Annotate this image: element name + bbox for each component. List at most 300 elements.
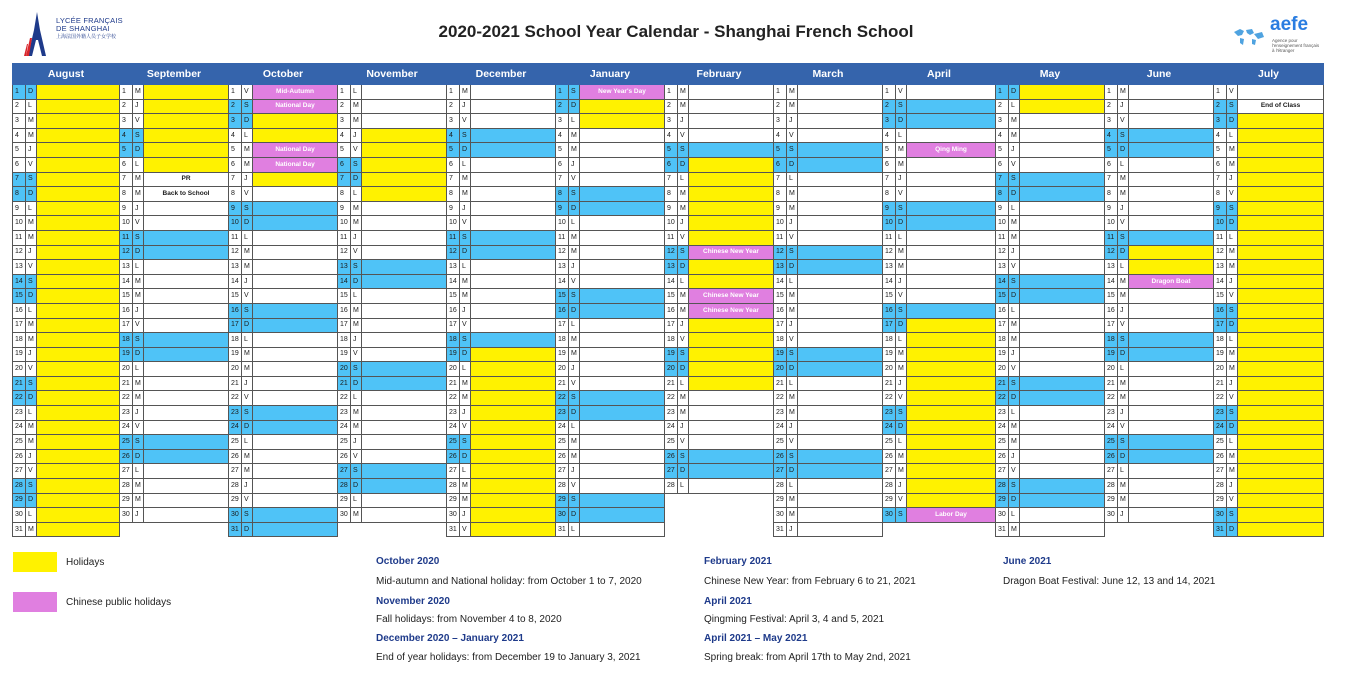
weekday-letter: J — [1009, 449, 1020, 464]
day-number: 4 — [996, 128, 1009, 143]
day-cell — [471, 522, 556, 537]
day-number: 23 — [665, 406, 678, 421]
day-number: 19 — [338, 347, 351, 362]
day-cell — [580, 99, 665, 114]
weekday-letter: M — [1118, 289, 1129, 304]
day-number: 1 — [447, 85, 460, 100]
weekday-letter: L — [678, 172, 689, 187]
weekday-letter: M — [26, 522, 37, 537]
day-number: 26 — [229, 449, 242, 464]
weekday-letter: D — [460, 245, 471, 260]
day-number: 5 — [1214, 143, 1227, 158]
weekday-letter: M — [787, 391, 798, 406]
weekday-letter: S — [1227, 303, 1238, 318]
weekday-letter: M — [787, 493, 798, 508]
weekday-letter: D — [351, 172, 362, 187]
weekday-letter: S — [1227, 99, 1238, 114]
day-number: 20 — [996, 362, 1009, 377]
day-number: 30 — [13, 508, 26, 523]
day-number: 22 — [665, 391, 678, 406]
day-cell — [144, 143, 229, 158]
day-cell — [689, 406, 774, 421]
day-cell — [1129, 230, 1214, 245]
empty-cell — [120, 522, 133, 537]
day-number: 22 — [229, 391, 242, 406]
weekday-letter: M — [787, 85, 798, 100]
day-number: 17 — [556, 318, 569, 333]
day-cell — [798, 201, 883, 216]
weekday-letter: D — [678, 260, 689, 275]
day-number: 7 — [229, 172, 242, 187]
day-cell — [907, 303, 996, 318]
note-april-heading: April 2021 — [704, 596, 752, 607]
weekday-letter: D — [133, 449, 144, 464]
weekday-letter: M — [1118, 479, 1129, 494]
weekday-letter: M — [678, 99, 689, 114]
day-number: 13 — [229, 260, 242, 275]
day-number: 28 — [996, 479, 1009, 494]
weekday-letter: M — [1009, 114, 1020, 129]
weekday-letter: D — [1227, 522, 1238, 537]
weekday-letter: M — [1009, 333, 1020, 348]
weekday-letter: J — [26, 347, 37, 362]
weekday-letter: J — [133, 508, 144, 523]
day-number: 24 — [774, 420, 787, 435]
weekday-letter: S — [569, 493, 580, 508]
day-number: 2 — [1214, 99, 1227, 114]
day-cell — [1129, 420, 1214, 435]
day-cell — [1238, 230, 1324, 245]
day-number: 17 — [774, 318, 787, 333]
day-number: 18 — [556, 333, 569, 348]
day-cell — [37, 508, 120, 523]
day-number: 13 — [338, 260, 351, 275]
day-cell — [362, 333, 447, 348]
day-number: 26 — [1214, 449, 1227, 464]
weekday-letter: M — [569, 435, 580, 450]
day-number: 1 — [338, 85, 351, 100]
day-cell — [689, 333, 774, 348]
weekday-letter: V — [569, 479, 580, 494]
day-cell — [907, 245, 996, 260]
day-cell — [471, 216, 556, 231]
day-number: 23 — [996, 406, 1009, 421]
day-cell — [689, 143, 774, 158]
day-number: 23 — [229, 406, 242, 421]
day-cell — [144, 508, 229, 523]
day-number: 19 — [556, 347, 569, 362]
day-number: 14 — [665, 274, 678, 289]
weekday-letter: M — [1227, 260, 1238, 275]
day-number: 31 — [996, 522, 1009, 537]
day-cell — [1129, 333, 1214, 348]
day-number: 8 — [1105, 187, 1118, 202]
weekday-letter: D — [460, 449, 471, 464]
day-cell — [689, 260, 774, 275]
day-cell — [362, 85, 447, 100]
weekday-letter: S — [351, 157, 362, 172]
day-number: 23 — [774, 406, 787, 421]
weekday-letter: V — [351, 449, 362, 464]
weekday-letter: V — [787, 333, 798, 348]
weekday-letter: J — [787, 522, 798, 537]
day-number: 28 — [447, 479, 460, 494]
weekday-letter: L — [1227, 128, 1238, 143]
day-row — [13, 201, 1324, 216]
weekday-letter: M — [133, 187, 144, 202]
day-cell — [907, 435, 996, 450]
weekday-letter: J — [133, 303, 144, 318]
day-cell — [580, 172, 665, 187]
day-number: 30 — [774, 508, 787, 523]
day-cell — [580, 391, 665, 406]
day-number: 16 — [1105, 303, 1118, 318]
weekday-letter: J — [1118, 303, 1129, 318]
weekday-letter: V — [896, 289, 907, 304]
weekday-letter: M — [460, 172, 471, 187]
day-cell — [1020, 216, 1105, 231]
day-cell — [907, 99, 996, 114]
day-cell — [907, 464, 996, 479]
day-cell — [471, 333, 556, 348]
day-number: 10 — [1214, 216, 1227, 231]
day-cell — [144, 114, 229, 129]
day-cell — [253, 201, 338, 216]
day-cell — [1020, 420, 1105, 435]
day-cell — [362, 114, 447, 129]
day-number: 25 — [556, 435, 569, 450]
day-cell — [144, 201, 229, 216]
day-cell — [798, 274, 883, 289]
day-cell — [253, 303, 338, 318]
weekday-letter: J — [787, 318, 798, 333]
weekday-letter: M — [351, 508, 362, 523]
weekday-letter: J — [351, 333, 362, 348]
month-header-december: December — [447, 64, 556, 85]
event-cell: Labor Day — [907, 508, 996, 523]
day-number: 26 — [1105, 449, 1118, 464]
day-cell — [471, 201, 556, 216]
weekday-letter: L — [569, 216, 580, 231]
month-header-september: September — [120, 64, 229, 85]
empty-cell — [896, 522, 907, 537]
day-cell — [362, 376, 447, 391]
weekday-letter: M — [460, 376, 471, 391]
day-number: 7 — [447, 172, 460, 187]
note-february-text: Chinese New Year: from February 6 to 21, 2021 — [704, 576, 916, 587]
day-number: 5 — [883, 143, 896, 158]
empty-cell — [144, 522, 229, 537]
empty-cell — [907, 522, 996, 537]
day-number: 18 — [229, 333, 242, 348]
empty-cell — [678, 508, 689, 523]
note-february-heading: February 2021 — [704, 556, 772, 567]
weekday-letter: L — [787, 172, 798, 187]
day-number: 14 — [774, 274, 787, 289]
day-number: 15 — [229, 289, 242, 304]
weekday-letter: V — [26, 362, 37, 377]
day-cell — [798, 85, 883, 100]
weekday-letter: M — [787, 303, 798, 318]
weekday-letter: D — [1227, 318, 1238, 333]
day-cell — [907, 260, 996, 275]
day-number: 8 — [1214, 187, 1227, 202]
day-number: 28 — [774, 479, 787, 494]
day-cell — [37, 143, 120, 158]
day-number: 15 — [338, 289, 351, 304]
weekday-letter: L — [26, 303, 37, 318]
weekday-letter: M — [242, 143, 253, 158]
weekday-letter: S — [242, 99, 253, 114]
day-number: 11 — [338, 230, 351, 245]
weekday-letter: J — [678, 318, 689, 333]
day-number: 19 — [996, 347, 1009, 362]
day-number: 30 — [1105, 508, 1118, 523]
day-number: 2 — [338, 99, 351, 114]
day-number: 12 — [13, 245, 26, 260]
day-number: 21 — [447, 376, 460, 391]
weekday-letter: S — [569, 187, 580, 202]
weekday-letter: J — [896, 172, 907, 187]
day-cell — [907, 347, 996, 362]
weekday-letter: J — [26, 245, 37, 260]
weekday-letter: S — [678, 143, 689, 158]
weekday-letter: L — [896, 128, 907, 143]
day-number: 14 — [556, 274, 569, 289]
day-cell — [362, 143, 447, 158]
weekday-letter: S — [1009, 172, 1020, 187]
weekday-letter: J — [1227, 274, 1238, 289]
weekday-letter: L — [133, 362, 144, 377]
weekday-letter: V — [133, 420, 144, 435]
day-number: 27 — [1214, 464, 1227, 479]
day-number: 18 — [774, 333, 787, 348]
weekday-letter: V — [460, 420, 471, 435]
event-cell: National Day — [253, 143, 338, 158]
weekday-letter: M — [569, 230, 580, 245]
day-cell — [689, 435, 774, 450]
day-number: 21 — [1214, 376, 1227, 391]
day-cell — [689, 479, 774, 494]
day-cell — [471, 479, 556, 494]
day-cell — [144, 303, 229, 318]
day-cell — [689, 114, 774, 129]
weekday-letter: S — [460, 128, 471, 143]
page-title: 2020-2021 School Year Calendar - Shanghai French School — [438, 22, 914, 41]
weekday-letter: M — [26, 318, 37, 333]
weekday-letter: L — [133, 260, 144, 275]
day-cell — [580, 435, 665, 450]
day-number: 6 — [665, 157, 678, 172]
day-cell — [580, 143, 665, 158]
weekday-letter: D — [787, 464, 798, 479]
day-cell — [1129, 114, 1214, 129]
day-cell — [362, 99, 447, 114]
weekday-letter: M — [242, 245, 253, 260]
weekday-letter: M — [1009, 420, 1020, 435]
day-cell — [471, 114, 556, 129]
day-number: 13 — [1105, 260, 1118, 275]
day-number: 6 — [229, 157, 242, 172]
day-cell — [37, 303, 120, 318]
weekday-letter: S — [569, 391, 580, 406]
day-number: 10 — [229, 216, 242, 231]
day-cell — [1020, 508, 1105, 523]
day-cell — [689, 362, 774, 377]
day-row — [13, 274, 1324, 289]
day-cell — [471, 303, 556, 318]
weekday-letter: M — [1227, 157, 1238, 172]
day-number: 15 — [1105, 289, 1118, 304]
day-cell — [580, 479, 665, 494]
day-number: 28 — [229, 479, 242, 494]
day-number: 12 — [665, 245, 678, 260]
day-row — [13, 464, 1324, 479]
note-june-text: Dragon Boat Festival: June 12, 13 and 14, 2021 — [1003, 576, 1216, 587]
day-cell — [1020, 260, 1105, 275]
month-header-june: June — [1105, 64, 1214, 85]
weekday-letter: J — [569, 362, 580, 377]
day-number: 12 — [120, 245, 133, 260]
day-cell — [1238, 347, 1324, 362]
day-cell — [907, 493, 996, 508]
day-cell — [798, 362, 883, 377]
day-number: 20 — [883, 362, 896, 377]
weekday-letter: S — [133, 230, 144, 245]
day-cell — [37, 216, 120, 231]
day-number: 1 — [13, 85, 26, 100]
day-number: 14 — [338, 274, 351, 289]
day-number: 1 — [229, 85, 242, 100]
weekday-letter: D — [569, 201, 580, 216]
weekday-letter: M — [26, 216, 37, 231]
day-number: 1 — [883, 85, 896, 100]
day-cell — [1020, 318, 1105, 333]
event-cell: End of Class — [1238, 99, 1324, 114]
day-cell — [37, 172, 120, 187]
day-row — [13, 362, 1324, 377]
day-cell — [798, 449, 883, 464]
day-cell — [1238, 406, 1324, 421]
day-cell — [580, 260, 665, 275]
day-cell — [1238, 201, 1324, 216]
weekday-letter: M — [1227, 362, 1238, 377]
weekday-letter: M — [242, 464, 253, 479]
weekday-letter: D — [896, 420, 907, 435]
weekday-letter: L — [133, 464, 144, 479]
day-cell — [1238, 493, 1324, 508]
day-number: 25 — [1105, 435, 1118, 450]
day-cell — [362, 391, 447, 406]
day-cell — [1020, 333, 1105, 348]
weekday-letter: M — [1118, 274, 1129, 289]
day-cell — [798, 99, 883, 114]
day-number: 28 — [883, 479, 896, 494]
day-number: 3 — [120, 114, 133, 129]
day-number: 30 — [338, 508, 351, 523]
day-cell — [144, 230, 229, 245]
weekday-letter: V — [678, 333, 689, 348]
weekday-letter: L — [787, 479, 798, 494]
day-number: 11 — [1214, 230, 1227, 245]
event-cell: PR — [144, 172, 229, 187]
day-cell — [798, 508, 883, 523]
day-cell — [253, 464, 338, 479]
day-number: 6 — [447, 157, 460, 172]
day-number: 8 — [120, 187, 133, 202]
day-row — [13, 508, 1324, 523]
day-number: 6 — [338, 157, 351, 172]
weekday-letter: D — [787, 157, 798, 172]
weekday-letter: L — [460, 260, 471, 275]
day-number: 4 — [774, 128, 787, 143]
weekday-letter: S — [1009, 274, 1020, 289]
day-number: 28 — [120, 479, 133, 494]
day-cell — [580, 406, 665, 421]
day-number: 3 — [229, 114, 242, 129]
day-cell — [144, 420, 229, 435]
day-number: 9 — [883, 201, 896, 216]
event-cell: Qing Ming — [907, 143, 996, 158]
weekday-letter: M — [569, 449, 580, 464]
holiday-legend-label: Holidays — [66, 557, 105, 568]
weekday-letter: M — [896, 143, 907, 158]
day-cell — [1238, 172, 1324, 187]
weekday-letter: D — [1009, 187, 1020, 202]
day-number: 9 — [996, 201, 1009, 216]
day-number: 1 — [774, 85, 787, 100]
weekday-letter: M — [678, 391, 689, 406]
day-cell — [798, 435, 883, 450]
day-number: 24 — [556, 420, 569, 435]
weekday-letter: D — [351, 376, 362, 391]
day-cell — [907, 362, 996, 377]
day-cell — [362, 157, 447, 172]
day-cell — [144, 260, 229, 275]
day-cell — [37, 289, 120, 304]
day-number: 19 — [447, 347, 460, 362]
day-cell — [471, 318, 556, 333]
weekday-letter: L — [896, 230, 907, 245]
weekday-letter: J — [569, 260, 580, 275]
weekday-letter: V — [460, 114, 471, 129]
day-row — [13, 347, 1324, 362]
day-number: 3 — [774, 114, 787, 129]
weekday-letter: V — [1118, 216, 1129, 231]
weekday-letter: M — [351, 420, 362, 435]
day-number: 3 — [996, 114, 1009, 129]
weekday-letter: D — [460, 143, 471, 158]
weekday-letter: J — [1009, 143, 1020, 158]
weekday-letter: M — [678, 187, 689, 202]
weekday-letter: J — [1227, 376, 1238, 391]
day-number: 11 — [556, 230, 569, 245]
day-number: 16 — [120, 303, 133, 318]
day-number: 25 — [996, 435, 1009, 450]
day-cell — [1020, 406, 1105, 421]
day-number: 22 — [996, 391, 1009, 406]
day-number: 5 — [665, 143, 678, 158]
weekday-letter: J — [26, 449, 37, 464]
day-cell — [1129, 128, 1214, 143]
weekday-letter: V — [1227, 391, 1238, 406]
day-number: 26 — [13, 449, 26, 464]
weekday-letter: J — [787, 420, 798, 435]
weekday-letter: M — [351, 406, 362, 421]
day-number: 24 — [447, 420, 460, 435]
note-aprmay-heading: April 2021 – May 2021 — [704, 633, 808, 644]
day-cell — [362, 260, 447, 275]
